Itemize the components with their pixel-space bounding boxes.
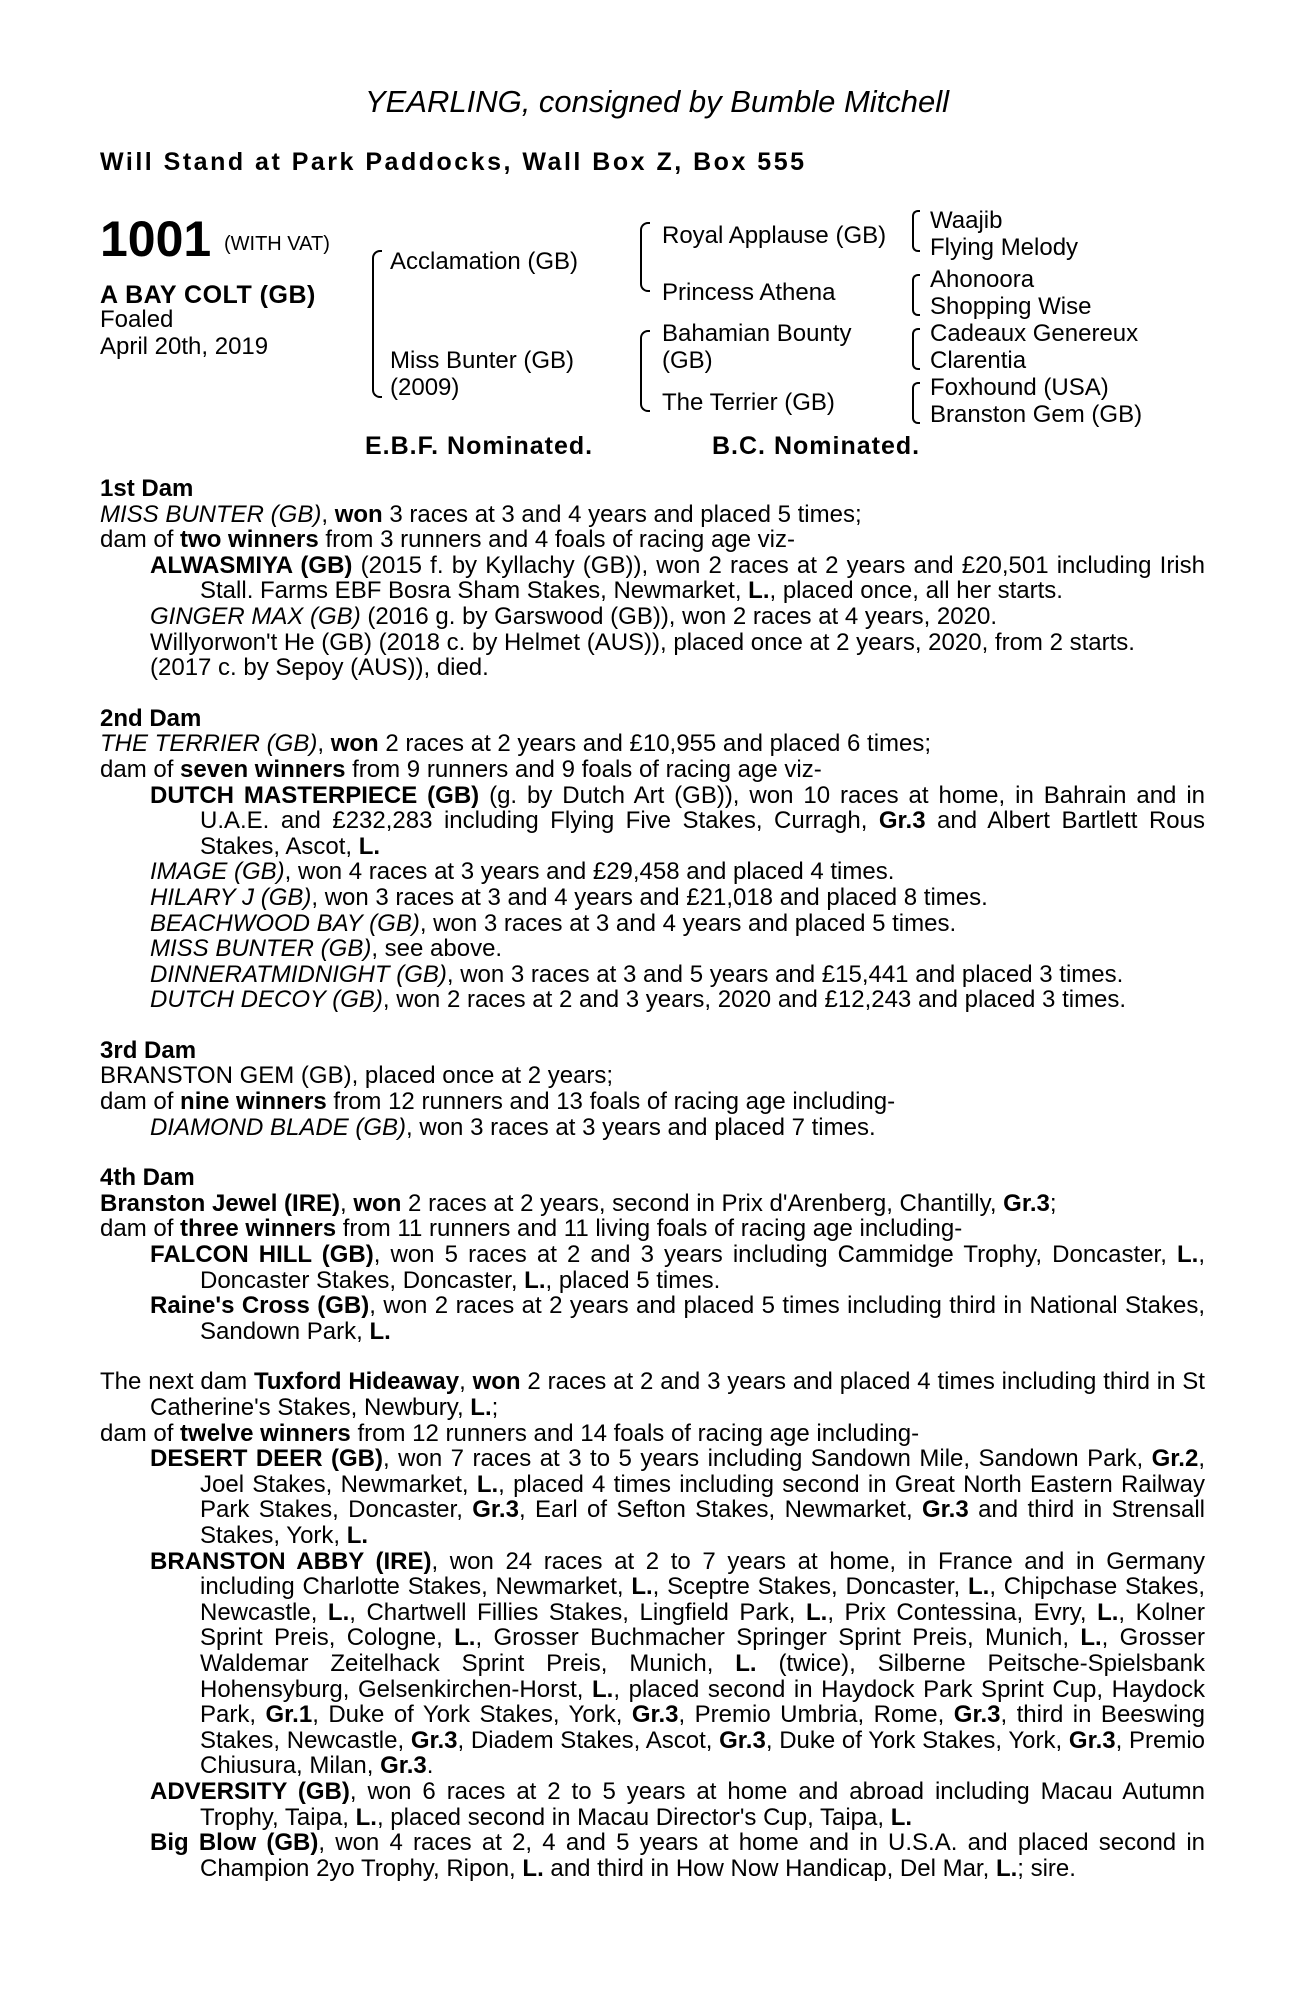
progeny-entry: IMAGE (GB), won 4 races at 3 years and £29,458 and placed 4 times. [150, 858, 895, 886]
sire-dam: Princess Athena [662, 279, 836, 306]
third-dam-heading: 3rd Dam [100, 1036, 197, 1064]
progeny-entry: Big Blow (GB), won 4 races at 2, 4 and 5 years at home and in U.S.A. and placed second in Champion 2yo Trophy, Ripon, L. and third in How Now Handicap, Del Mar, L.; sire. [150, 1829, 1206, 1882]
progeny-entry: DINNERATMIDNIGHT (GB), won 3 races at 3 and 5 years and £15,441 and placed 3 times. [150, 960, 1124, 988]
dam-history [100, 476, 1205, 1881]
foaled-label: Foaled [100, 306, 174, 333]
second-dam-summary: THE TERRIER (GB), won 2 races at 2 years and £10,955 and placed 6 times; [100, 730, 932, 758]
horse-name: MISS BUNTER (GB) [100, 500, 322, 528]
progeny-entry: DIAMOND BLADE (GB), won 3 races at 3 years and placed 7 times. [150, 1113, 876, 1141]
progeny-entry: DUTCH DECOY (GB), won 2 races at 2 and 3 years, 2020 and £12,243 and placed 3 times. [150, 986, 1127, 1014]
horse-name: ADVERSITY (GB) [150, 1777, 350, 1805]
next-dam-summary: The next dam Tuxford Hideaway, won 2 races at 2 and 3 years and placed 4 times including third in St Catherine's Stakes, Newbury, L.; [100, 1368, 1205, 1421]
foaled-date: April 20th, 2019 [100, 333, 269, 360]
dam-sire: Bahamian Bounty [662, 320, 852, 347]
progeny-entry: BRANSTON ABBY (IRE), won 24 races at 2 to 7 years at home, in France and in Germany including Charlotte Stakes, Newmarket, L., Sceptre Stakes, Doncaster, L., Chipchase Stakes, Newcastle, L., Chartwell Fillies Stakes, Lingfield Park, L., Prix Contessina, Evry, L., Kolner Sprint Preis, Cologne, L., Grosser Buchmacher Springer Sprint Preis, Munich, L., Grosser Waldemar Zeitelhack Sprint Preis, Munich, L. (twice), Silberne Peitsche-Spielsbank Hohensyburg, Gelsenkirchen-Horst, L., placed second in Haydock Park Sprint Cup, Haydock Park, Gr.1, Duke of York Stakes, York, Gr.3, Premio Umbria, Rome, Gr.3, third in Beeswing Stakes, Newcastle, Gr.3, Diadem Stakes, Ascot, Gr.3, Duke of York Stakes, York, Gr.3, Premio Chiusura, Milan, Gr.3. [150, 1547, 1206, 1780]
horse-name: ALWASMIYA (GB) [150, 551, 353, 579]
progeny-entry: GINGER MAX (GB) (2016 g. by Garswood (GB)), won 2 races at 4 years, 2020. [150, 602, 997, 630]
horse-name: FALCON HILL (GB) [150, 1241, 374, 1269]
horse-name: MISS BUNTER (GB) [150, 935, 372, 963]
g-brace-3 [912, 328, 920, 370]
sire-dam-brace [372, 250, 382, 398]
dam-dam: The Terrier (GB) [662, 389, 835, 416]
sire-sire: Royal Applause (GB) [662, 222, 887, 249]
fourth-dam-summary: Branston Jewel (IRE), won 2 races at 2 years, second in Prix d'Arenberg, Chantilly, Gr.3; [100, 1189, 1057, 1217]
gg-1: Waajib [930, 207, 1003, 234]
horse-name: BRANSTON ABBY (IRE) [150, 1547, 432, 1575]
horse-name: Branston Jewel (IRE) [100, 1189, 341, 1217]
gg-6: Clarentia [930, 347, 1027, 374]
dam-sire-country: (GB) [662, 347, 713, 374]
gg-4: Shopping Wise [930, 293, 1092, 320]
next-dam-produce: dam of twelve winners from 12 runners and 14 foals of racing age including- [100, 1419, 920, 1447]
dam-parents-brace [640, 330, 650, 412]
second-dam-produce: dam of seven winners from 9 runners and 9 foals of racing age viz- [100, 755, 822, 783]
progeny-entry: FALCON HILL (GB), won 5 races at 2 and 3 years including Cammidge Trophy, Doncaster, L., Doncaster Stakes, Doncaster, L., placed 5 times. [150, 1241, 1205, 1294]
g-brace-1 [912, 210, 920, 252]
dam: Miss Bunter (GB) [390, 347, 575, 374]
horse-name: Big Blow (GB) [150, 1829, 319, 1857]
dam-year: (2009) [390, 374, 460, 401]
progeny-entry: MISS BUNTER (GB), see above. [150, 935, 503, 963]
horse-name: DESERT DEER (GB) [150, 1445, 383, 1473]
horse-name: THE TERRIER (GB) [100, 730, 318, 758]
gg-2: Flying Melody [930, 234, 1079, 261]
horse-name: Raine's Cross (GB) [150, 1292, 370, 1320]
second-dam-heading: 2nd Dam [100, 704, 202, 732]
progeny-entry: DESERT DEER (GB), won 7 races at 3 to 5 years including Sandown Mile, Sandown Park, Gr.2, Joel Stakes, Newmarket, L., placed 4 times including second in Great North Eastern Railway Park Stakes, Doncaster, Gr.3, Earl of Sefton Stakes, Newmarket, Gr.3 and third in Strensall Stakes, York, L. [150, 1445, 1205, 1549]
progeny-entry: (2017 c. by Sepoy (AUS)), died. [150, 654, 489, 682]
g-brace-4 [912, 382, 920, 424]
lot-number: 1001 [100, 211, 212, 267]
first-dam-summary: MISS BUNTER (GB), won 3 races at 3 and 4 years and placed 5 times; [100, 500, 862, 528]
third-dam-produce: dam of nine winners from 12 runners and 13 foals of racing age including- [100, 1088, 896, 1116]
first-dam-heading: 1st Dam [100, 475, 194, 502]
fourth-dam-produce: dam of three winners from 11 runners and 11 living foals of racing age including- [100, 1215, 963, 1243]
third-dam-summary: BRANSTON GEM (GB), placed once at 2 years; [100, 1062, 614, 1090]
horse-name: IMAGE (GB) [150, 858, 285, 886]
first-dam-produce: dam of two winners from 3 runners and 4 foals of racing age viz- [100, 526, 795, 554]
gg-5: Cadeaux Genereux [930, 320, 1139, 347]
sire-parents-brace [640, 222, 650, 292]
catalogue-header: YEARLING, consigned by Bumble Mitchell [364, 84, 950, 119]
progeny-entry: DUTCH MASTERPIECE (GB) (g. by Dutch Art (GB)), won 10 races at home, in Bahrain and in U.A.E. and £232,283 including Flying Five Stakes, Curragh, Gr.3 and Albert Bartlett Rous Stakes, Ascot, L. [150, 781, 1205, 860]
progeny-entry: HILARY J (GB), won 3 races at 3 and 4 years and £21,018 and placed 8 times. [150, 883, 988, 911]
lot-name: A BAY COLT (GB) [100, 281, 316, 309]
fourth-dam-heading: 4th Dam [100, 1164, 195, 1192]
horse-name: GINGER MAX (GB) [150, 602, 361, 630]
horse-name: HILARY J (GB) [150, 883, 312, 911]
sire: Acclamation (GB) [390, 248, 579, 275]
horse-name: DUTCH DECOY (GB) [150, 986, 383, 1014]
bc-nominated: B.C. Nominated. [712, 432, 921, 460]
horse-name: DINNERATMIDNIGHT (GB) [150, 960, 447, 988]
horse-name: Tuxford Hideaway [253, 1368, 460, 1396]
progeny-entry: Raine's Cross (GB), won 2 races at 2 years and placed 5 times including third in National Stakes, Sandown Park, L. [150, 1292, 1205, 1345]
progeny-entry: Willyorwon't He (GB) (2018 c. by Helmet (AUS)), placed once at 2 years, 2020, from 2 starts. [150, 628, 1135, 656]
vat-note: (WITH VAT) [224, 233, 330, 255]
gg-3: Ahonoora [930, 266, 1035, 293]
progeny-entry: ADVERSITY (GB), won 6 races at 2 to 5 years at home and abroad including Macau Autumn Trophy, Taipa, L., placed second in Macau Director's Cup, Taipa, L. [150, 1777, 1205, 1831]
progeny-entry: ALWASMIYA (GB) (2015 f. by Kyllachy (GB)), won 2 races at 2 years and £20,501 including Irish Stall. Farms EBF Bosra Sham Stakes, Newmarket, L., placed once, all her starts. [150, 551, 1205, 605]
horse-name: BEACHWOOD BAY (GB) [150, 909, 420, 937]
horse-name: DUTCH MASTERPIECE (GB) [150, 781, 480, 809]
progeny-entry: BEACHWOOD BAY (GB), won 3 races at 3 and 4 years and placed 5 times. [150, 909, 957, 937]
stabling-location: Will Stand at Park Paddocks, Wall Box Z, Box 555 [100, 148, 807, 176]
gg-7: Foxhound (USA) [930, 374, 1109, 401]
ebf-nominated: E.B.F. Nominated. [365, 432, 594, 460]
gg-8: Branston Gem (GB) [930, 401, 1143, 428]
horse-name: DIAMOND BLADE (GB) [150, 1113, 407, 1141]
g-brace-2 [912, 274, 920, 316]
